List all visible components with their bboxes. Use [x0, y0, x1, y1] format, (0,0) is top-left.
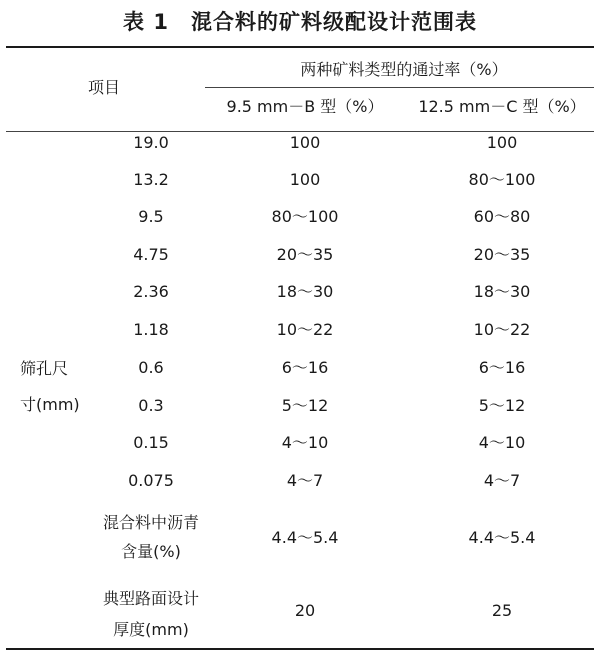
passing-b-cell: 100	[289, 170, 321, 189]
passing-c-cell: 4～7	[483, 471, 521, 490]
thickness-value-b: 20	[294, 601, 316, 620]
sieve-size-cell: 19.0	[133, 133, 169, 152]
passing-c-cell: 10～22	[473, 320, 531, 339]
passing-b-cell: 20～35	[276, 245, 334, 264]
sieve-size-cell: 0.075	[128, 471, 174, 490]
passing-b-cell: 100	[289, 133, 321, 152]
passing-c-cell: 100	[486, 133, 518, 152]
header-item: 项目	[87, 78, 121, 97]
thickness-label-line2: 厚度(mm)	[113, 620, 189, 639]
sieve-size-cell: 9.5	[138, 207, 164, 226]
asphalt-label-line2: 含量(%)	[121, 542, 181, 561]
passing-c-cell: 18～30	[473, 282, 531, 301]
passing-c-cell: 20～35	[473, 245, 531, 264]
header-divider	[205, 87, 594, 88]
passing-b-cell: 18～30	[276, 282, 334, 301]
passing-c-cell: 6～16	[478, 358, 526, 377]
sieve-size-cell: 0.3	[138, 396, 164, 415]
header-bottom-rule	[6, 131, 594, 132]
top-rule	[6, 46, 594, 48]
sieve-size-cell: 1.18	[133, 320, 169, 339]
sieve-size-cell: 0.6	[138, 358, 164, 377]
table-title: 表 1 混合料的矿料级配设计范围表	[123, 10, 477, 34]
passing-c-cell: 5～12	[478, 396, 526, 415]
sieve-size-cell: 2.36	[133, 282, 169, 301]
passing-c-cell: 80～100	[468, 170, 536, 189]
asphalt-value-c: 4.4～5.4	[468, 528, 536, 547]
header-col-c: 12.5 mm－C 型（%）	[418, 97, 586, 116]
sieve-size-label-line1: 筛孔尺	[20, 359, 69, 378]
passing-b-cell: 80～100	[271, 207, 339, 226]
sieve-size-cell: 0.15	[133, 433, 169, 452]
passing-b-cell: 6～16	[281, 358, 329, 377]
sieve-size-cell: 4.75	[133, 245, 169, 264]
thickness-value-c: 25	[491, 601, 513, 620]
thickness-label-line1: 典型路面设计	[102, 589, 200, 608]
passing-b-cell: 5～12	[281, 396, 329, 415]
header-group: 两种矿料类型的通过率（%）	[300, 60, 508, 79]
asphalt-value-b: 4.4～5.4	[271, 528, 339, 547]
header-col-b: 9.5 mm－B 型（%）	[226, 97, 384, 116]
passing-c-cell: 60～80	[473, 207, 531, 226]
passing-c-cell: 4～10	[478, 433, 526, 452]
passing-b-cell: 10～22	[276, 320, 334, 339]
bottom-rule	[6, 648, 594, 650]
sieve-size-cell: 13.2	[133, 170, 169, 189]
passing-b-cell: 4～10	[281, 433, 329, 452]
sieve-size-label-line2: 寸(mm)	[20, 395, 80, 414]
asphalt-label-line1: 混合料中沥青	[102, 513, 200, 532]
passing-b-cell: 4～7	[286, 471, 324, 490]
